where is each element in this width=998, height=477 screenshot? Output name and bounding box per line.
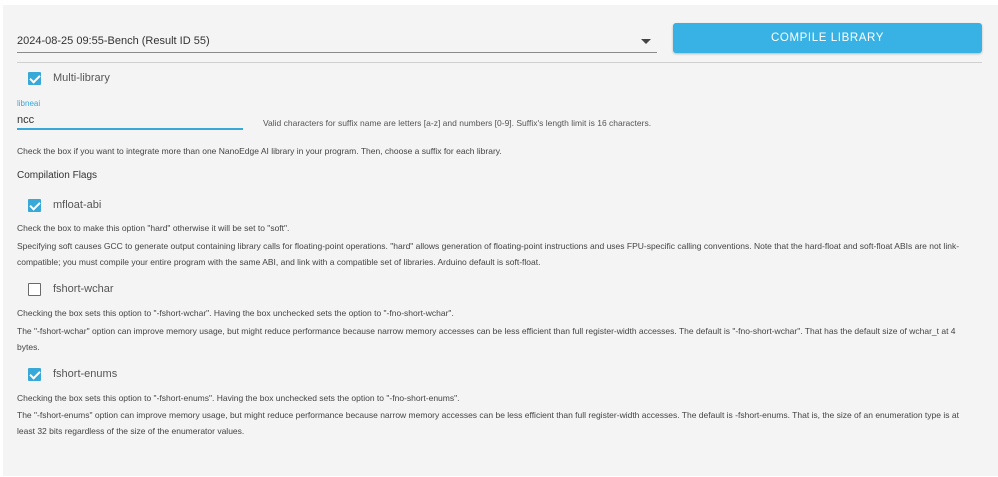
fshort-enums-description: The "-fshort-enums" option can improve memory usage, but might reduce performance because narrow memory accesses can be less efficient than full register-width accesses. The default is -fshort-enums. That is, the size of an enumeration type is at least 32 bits regardless of the size of the enumerator values. bbox=[17, 410, 959, 436]
result-select-value: 2024-08-25 09:55-Bench (Result ID 55) bbox=[17, 35, 210, 47]
flag-row-mfloat-abi bbox=[28, 196, 101, 214]
fshort-wchar-label: fshort-wchar bbox=[53, 283, 114, 295]
caret-down-icon[interactable] bbox=[641, 39, 651, 44]
compilation-flags-title: Compilation Flags bbox=[17, 170, 98, 181]
fshort-wchar-description: The "-fshort-wchar" option can improve memory usage, but might reduce performance because narrow memory accesses can be less efficient than full register-width accesses. The default is "-fno-short-wchar". That has the default size of wchar_t at 4 bytes. bbox=[17, 326, 956, 352]
settings-panel bbox=[3, 5, 998, 476]
divider bbox=[17, 62, 982, 63]
mfloat-abi-description: Specifying soft causes GCC to generate output containing library calls for floating-point operations. "hard" allows generation of floating-point instructions and uses FPU-specific calling conventions. Note that the hard-float and soft-float ABIs are not link-compatible; you must compile your entire program with the same ABI, and link with a compatible set of libraries. Arduino default is soft-float. bbox=[17, 241, 960, 267]
mfloat-abi-help: Check the box to make this option "hard" otherwise it will be set to "soft". bbox=[17, 223, 290, 233]
result-select[interactable] bbox=[17, 27, 657, 53]
mfloat-abi-label: mfloat-abi bbox=[53, 199, 102, 211]
multi-library-help: Check the box if you want to integrate more than one NanoEdge AI library in your program. Then, choose a suffix for each library. bbox=[17, 146, 502, 156]
suffix-field-label: libneai bbox=[17, 99, 41, 108]
multi-library-row bbox=[28, 69, 110, 87]
compile-library-button[interactable]: COMPILE LIBRARY bbox=[673, 23, 982, 53]
multi-library-checkbox[interactable] bbox=[28, 72, 41, 85]
multi-library-label: Multi-library bbox=[53, 72, 110, 84]
fshort-wchar-checkbox[interactable] bbox=[28, 283, 41, 296]
fshort-enums-help: Checking the box sets this option to "-fshort-enums". Having the box unchecked sets the option to "-fno-short-enums". bbox=[17, 393, 460, 403]
fshort-enums-label: fshort-enums bbox=[53, 368, 118, 380]
flag-row-fshort-wchar bbox=[28, 280, 114, 298]
fshort-wchar-help: Checking the box sets this option to "-fshort-wchar". Having the box unchecked sets the option to "-fno-short-wchar". bbox=[17, 308, 454, 318]
fshort-enums-checkbox[interactable] bbox=[28, 368, 41, 381]
suffix-hint: Valid characters for suffix name are letters [a-z] and numbers [0-9]. Suffix's length limit is 16 characters. bbox=[263, 118, 652, 128]
flag-row-fshort-enums bbox=[28, 365, 117, 383]
mfloat-abi-checkbox[interactable] bbox=[28, 199, 41, 212]
suffix-input[interactable] bbox=[17, 112, 243, 130]
